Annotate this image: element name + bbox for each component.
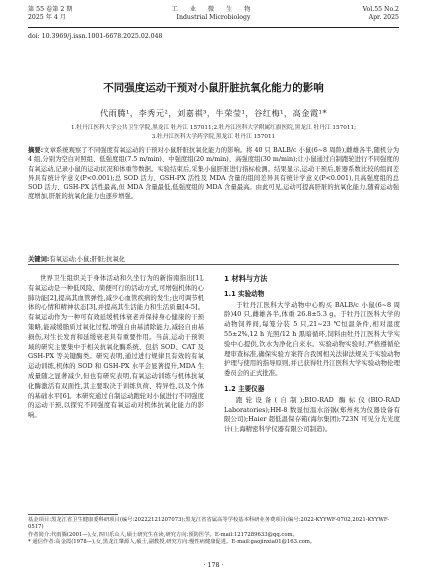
affiliation-line: 1.牡丹江医科大学公共卫生学院,黑龙江 牡丹江 157011;2.牡丹江医科大学附属红旗医院,黑龙江 牡丹江 157011; (70, 125, 357, 131)
body-paragraph: 跑轮设备(自制);BIO-RAD 酶标仪(BIO-RAD Laboratories);HH-8 数显恒温水浴锅(郑州兆为仪器设备有限公司);Haier 超低温保存箱(海尔集团);723N 可见分光光度计(上海精密科学仪器有限公司制造)。 (224, 395, 400, 434)
right-column (224, 274, 400, 435)
affiliations (0, 124, 427, 142)
paper-title: 不同强度运动干预对小鼠肝脏抗氧化能力的影响 (103, 82, 324, 94)
footnote-corresponding: * 通信作者:高金霞(1978—),女,黑龙江肇源人,硕士,副教授,研究方向:慢性病健康促进。E-mail:gaojinxia01@163.com。 (28, 539, 316, 546)
footnote-author-bio: 作者简介:代雨腾(2001—),女,四川乐山人,硕士研究生在读,研究方向:预防医学。E-mail:1217289633@qq.com。 (28, 531, 298, 538)
intro-paragraph: 世界卫生组织关于身体活动和久坐行为的新指南指出[1],有氧运动是一种低风险、简便可行的活动方式,可增强机体的心肺功能[2],提高其血管弹性,减少心血管疾病的发生;也可调节机体的心情和精神状态[3],并提高其生活能力和生活质量[4-5]。有氧运动作为一种可有效延缓机体衰老并保持身心健康的干预策略,能减缓脂质过氧化过程,增强自由基清除能力,减轻自由基损伤,对生长发育和延缓衰老具有重要作用。当前,运动干预领域的研究主要集中于相关抗氧化酶系统、包括 SOD、CAT 及 GSH-PX 等关键酶类。研究表明,通过进行规律且有效的有氧运动训练,机体的 SOD 和 GSH-PX 水平会显著提升,MDA 生成量随之显著减少,但也有研究表明,有氧运动训练与机体抗氧化酶激活有双面性,其主要取决于训练负荷、特异性,以及个体的基础水平[6]。本研究通过自制运动跑轮对小鼠进行不同强度的运动干预,以探究不同强度有氧运动对机体抗氧化能力的影响。 (28, 274, 204, 420)
keywords-label: 关键词: (28, 256, 50, 263)
subsection-heading: 1.1 实验动物 (224, 289, 265, 298)
left-column (28, 274, 204, 421)
body-paragraph: 于牡丹江医科大学动物中心购买 BALB/c 小鼠(6~8 周龄)40 只,雌雄各半,体重 26.8±5.3 g。于牡丹江医科大学的动物饲养间,每笼分装 5 只,21~23 ℃恒温条件,相对湿度 55±2%,12 h 光照/12 h 黑暗循环,饲料由牡丹江医科大学实验中心提供,饮水为净化自来水。实验动物实验时,严格遵循伦理审查标准,确保实验方案符合我国相关法律法规关于实验动物护理与使用的指导原则,并已获得牡丹江医科大学实验动物伦理委员会的正式批准。 (224, 300, 400, 378)
journal-issue-info-en (363, 6, 399, 23)
footnotes (28, 517, 399, 547)
journal-name-en: Industrial Microbiology (176, 14, 251, 22)
keywords (28, 254, 399, 263)
page-number: · 178 · (203, 561, 224, 569)
journal-volume-en: Vol.55 No.2 (362, 6, 399, 13)
header-divider (28, 27, 399, 28)
journal-date-en: Apr. 2025 (368, 14, 399, 22)
affiliation-line: 3.牡丹江医科大学药学院,黑龙江 牡丹江 157011 (151, 134, 276, 140)
abstract (28, 146, 399, 202)
author-list: 代雨腾¹，李秀元²，刘嘉祺³，牛荣莹¹，谷红梅¹，高金霞¹* (99, 108, 328, 118)
subsection-heading: 1.2 主要仪器 (224, 384, 265, 393)
abstract-text: 文章系统观察了不同强度有氧运动的干预对小鼠肝脏抗氧化能力的影响。将 40 只 BALB/c 小鼠(6~8 周龄),雌雄各半,随机分为 4 组,分别为空白对照组、低强度组(7.5 m/min)、中强度组(20 m/min)、高强度组(30 m/min);让小鼠通过自制跑轮进行不同强度的有氧运动,记录小鼠的运动状况和体重等数据。实验结束后,采集小鼠肝脏进行指标检测。结果显示,运动干预后,脏器系数比较的组间差异具有统计学意义(P<0.001);总 SOD 活力、GSH-PX 活性及 MDA 含量的组间差异具有统计学意义(P<0.001),且高强度组的总 SOD 活力、GSH-PX 活性最高,但 MDA 含量最低,低强度组的 MDA 含量最高。由此可见,运动可提高肝脏的抗氧化能力,随着运动强度增加,肝脏的抗氧化能力也逐步增强。 (28, 147, 399, 201)
doi[interactable]: doi: 10.3969/j.issn.1001-6678.2025.02.048 (28, 33, 163, 40)
abstract-label: 摘要: (28, 147, 44, 154)
body-divider (28, 264, 399, 265)
section-heading: 1 材料与方法 (224, 274, 268, 283)
journal-name-cn: 工 业 微 生 物 (171, 6, 256, 13)
footnote-divider (28, 514, 118, 515)
journal-date: 2025 年 4 月 (28, 14, 66, 22)
keywords-text: 有氧运动;小鼠;肝脏;抗氧化 (49, 256, 126, 263)
journal-volume: 第 55 卷第 2 期 (28, 6, 73, 13)
footnote-funding: 基金项目:黑龙江省卫生健康委科研项目(编号:20222121207073);黑龙江省省属高等学校基本科研业务费项目(编号:2022-KYYWF-0702,2021-KYYWF-0517) (28, 517, 390, 531)
